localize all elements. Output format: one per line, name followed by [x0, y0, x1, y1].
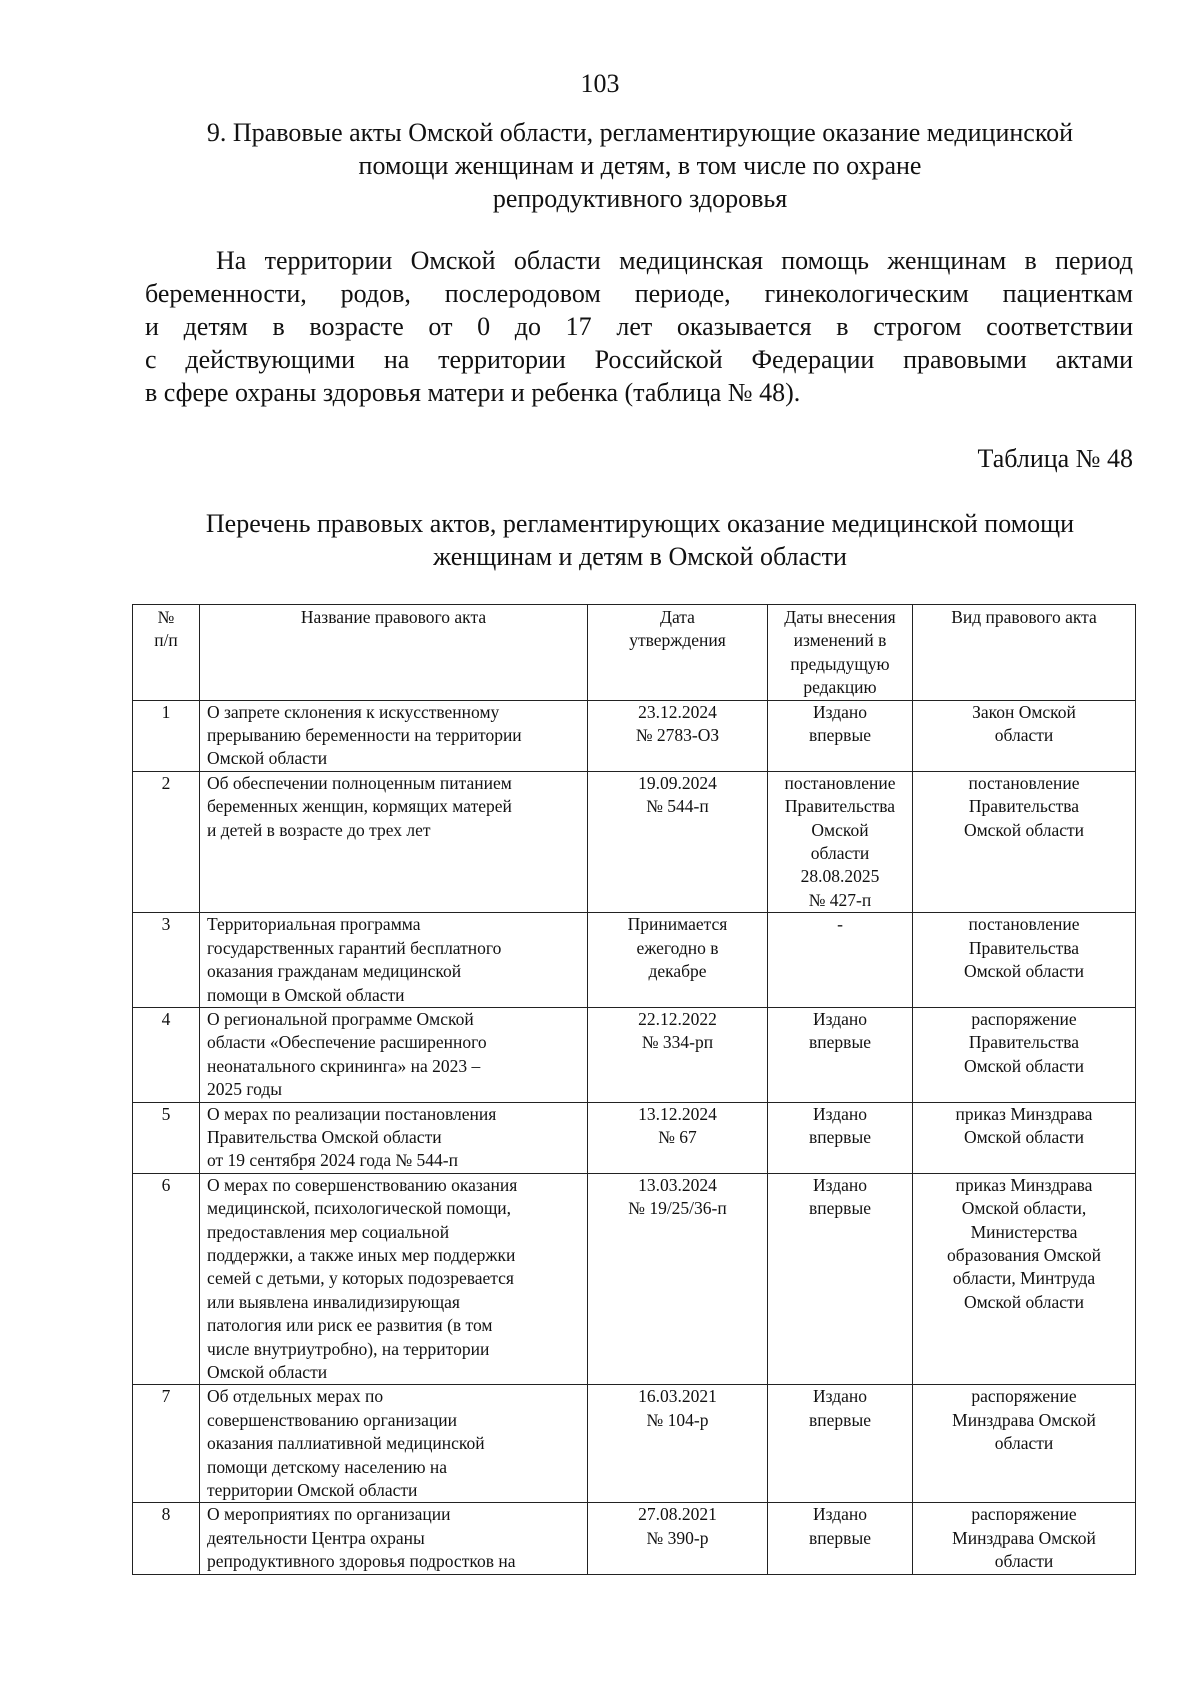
- cell-line: Издано: [812, 701, 868, 722]
- cell-line: Омской области: [963, 819, 1085, 840]
- cell-line: Министерства: [970, 1221, 1078, 1242]
- cell-line: 22.12.2022: [638, 1008, 717, 1029]
- cell-line: поддержки, а также иных мер поддержки: [207, 1244, 516, 1265]
- cell-num: 3: [133, 913, 200, 1008]
- cell-line: совершенствованию организации: [207, 1409, 458, 1430]
- paragraph-line: На территории Омской области медицинская помощь женщинам в период: [216, 246, 1133, 275]
- cell-num: 8: [133, 1503, 200, 1574]
- cell-approval-date: [588, 1007, 768, 1102]
- cell-line: патология или риск ее развития (в том: [207, 1315, 493, 1336]
- cell-line: впервые: [809, 725, 871, 746]
- cell-line: образования Омской: [947, 1244, 1101, 1265]
- cell-num: 1: [133, 700, 200, 771]
- cell-line: Минздрава Омской: [952, 1527, 1096, 1548]
- cell-line: Минздрава Омской: [952, 1409, 1096, 1430]
- cell-line: впервые: [809, 1409, 871, 1430]
- cell-amendments: [768, 1102, 913, 1173]
- cell-line: семей с детьми, у которых подозревается: [207, 1268, 514, 1289]
- cell-line: области: [994, 725, 1054, 746]
- cell-amendments: [768, 1007, 913, 1102]
- cell-line: Правительства: [784, 796, 896, 817]
- cell-line: редакцию: [803, 677, 877, 698]
- cell-line: неонатального скрининга» на 2023 –: [207, 1055, 481, 1076]
- paragraph-line: с действующими на территории Российской Федерации правовыми актами: [145, 345, 1133, 374]
- cell-line: Омской области,: [961, 1198, 1087, 1219]
- cell-line: 28.08.2025: [800, 866, 880, 887]
- cell-line: Правительства: [968, 796, 1080, 817]
- cell-amendments: [768, 1173, 913, 1385]
- cell-line: репродуктивного здоровья подростков на: [207, 1551, 516, 1572]
- cell-act-kind: [913, 700, 1136, 771]
- cell-line: постановление: [968, 772, 1080, 793]
- table-title: [140, 507, 1140, 573]
- table-label: Таблица № 48: [977, 444, 1133, 473]
- header-kind: [913, 605, 1136, 701]
- cell-line: -: [837, 914, 843, 935]
- table-row: [133, 1385, 1136, 1503]
- cell-line: №: [157, 607, 175, 627]
- header-num: [133, 605, 200, 701]
- cell-line: № 104-р: [646, 1409, 709, 1430]
- cell-line: № 390-р: [646, 1527, 709, 1548]
- cell-line: 19.09.2024: [638, 772, 717, 793]
- cell-act-name: [200, 1503, 588, 1574]
- cell-act-kind: [913, 1173, 1136, 1385]
- cell-line: области: [810, 843, 870, 864]
- cell-line: Издано: [812, 1504, 868, 1525]
- cell-line: 16.03.2021: [638, 1386, 717, 1407]
- cell-act-name: [200, 913, 588, 1008]
- cell-line: 2025 годы: [207, 1079, 283, 1100]
- cell-line: Территориальная программа: [207, 914, 421, 935]
- cell-line: Омской области: [963, 961, 1085, 982]
- section-title-line: репродуктивного здоровья: [492, 184, 788, 213]
- cell-amendments: [768, 913, 913, 1008]
- cell-act-kind: [913, 1385, 1136, 1503]
- cell-line: распоряжение: [971, 1008, 1077, 1029]
- cell-line: или выявлена инвалидизирующая: [207, 1291, 460, 1312]
- cell-line: помощи в Омской области: [207, 984, 405, 1005]
- cell-line: Об отдельных мерах по: [207, 1386, 384, 1407]
- cell-line: О мероприятиях по организации: [207, 1504, 451, 1525]
- cell-line: п/п: [154, 630, 178, 651]
- cell-line: государственных гарантий бесплатного: [207, 937, 502, 958]
- cell-line: оказания паллиативной медицинской: [207, 1433, 485, 1454]
- paragraph-line: в сфере охраны здоровья матери и ребенка (таблица № 48).: [145, 378, 801, 407]
- cell-line: Омской области: [963, 1126, 1085, 1147]
- cell-line: Даты внесения: [784, 607, 896, 627]
- paragraph-line: и детям в возрасте от 0 до 17 лет оказывается в строгом соответствии: [145, 312, 1133, 341]
- cell-num: 6: [133, 1173, 200, 1385]
- cell-amendments: [768, 700, 913, 771]
- cell-line: № 427-п: [808, 889, 872, 910]
- cell-act-name: [200, 1385, 588, 1503]
- cell-num: 4: [133, 1007, 200, 1102]
- cell-line: Закон Омской: [972, 701, 1076, 722]
- cell-line: Омской области: [963, 1291, 1085, 1312]
- cell-line: Вид правового акта: [951, 607, 1097, 627]
- cell-line: деятельности Центра охраны: [207, 1527, 425, 1548]
- cell-line: О мерах по совершенствованию оказания: [207, 1174, 518, 1195]
- cell-line: предоставления мер социальной: [207, 1221, 450, 1242]
- header-name: [200, 605, 588, 701]
- header-changes: [768, 605, 913, 701]
- cell-approval-date: [588, 1102, 768, 1173]
- cell-num: 2: [133, 771, 200, 912]
- cell-line: Издано: [812, 1103, 868, 1124]
- cell-line: № 544-п: [646, 796, 709, 817]
- cell-approval-date: [588, 700, 768, 771]
- cell-line: 13.03.2024: [638, 1174, 717, 1195]
- cell-line: постановление: [968, 914, 1080, 935]
- cell-line: помощи детскому населению на: [207, 1456, 448, 1477]
- cell-line: прерыванию беременности на территории: [207, 725, 522, 746]
- cell-line: О мерах по реализации постановления: [207, 1103, 497, 1124]
- cell-approval-date: [588, 1503, 768, 1574]
- section-title-line: помощи женщинам и детям, в том числе по охране: [358, 151, 922, 180]
- table-row: [133, 1503, 1136, 1574]
- cell-line: Омской области: [963, 1055, 1085, 1076]
- cell-line: приказ Минздрава: [955, 1103, 1093, 1124]
- table-row: [133, 700, 1136, 771]
- cell-line: О региональной программе Омской: [207, 1008, 474, 1029]
- table-title-line: Перечень правовых актов, регламентирующих оказание медицинской помощи: [205, 509, 1075, 538]
- cell-line: беременных женщин, кормящих матерей: [207, 796, 512, 817]
- cell-line: Омской области: [207, 748, 328, 769]
- cell-line: области: [994, 1551, 1054, 1572]
- table-title-line: женщинам и детям в Омской области: [433, 542, 847, 571]
- cell-approval-date: [588, 913, 768, 1008]
- cell-line: приказ Минздрава: [955, 1174, 1093, 1195]
- cell-amendments: [768, 771, 913, 912]
- cell-line: от 19 сентября 2024 года № 544-п: [207, 1150, 458, 1171]
- cell-line: впервые: [809, 1198, 871, 1219]
- cell-line: № 2783-ОЗ: [635, 725, 720, 746]
- cell-line: № 19/25/36-п: [628, 1198, 727, 1219]
- cell-act-name: [200, 700, 588, 771]
- cell-line: области «Обеспечение расширенного: [207, 1032, 487, 1053]
- cell-act-name: [200, 1007, 588, 1102]
- cell-num: 7: [133, 1385, 200, 1503]
- paragraph-line: беременности, родов, послеродовом периоде, гинекологическим пациенткам: [145, 279, 1133, 308]
- cell-line: территории Омской области: [207, 1480, 418, 1501]
- table-row: [133, 913, 1136, 1008]
- cell-line: изменений в: [793, 630, 887, 651]
- cell-line: ежегодно в: [636, 937, 719, 958]
- cell-line: 27.08.2021: [638, 1504, 717, 1525]
- cell-line: Издано: [812, 1008, 868, 1029]
- cell-line: распоряжение: [971, 1504, 1077, 1525]
- cell-act-name: [200, 1173, 588, 1385]
- cell-line: впервые: [809, 1032, 871, 1053]
- section-title-line: 9. Правовые акты Омской области, регламентирующие оказание медицинской: [206, 118, 1074, 147]
- cell-amendments: [768, 1503, 913, 1574]
- cell-line: Об обеспечении полноценным питанием: [207, 772, 512, 793]
- cell-line: области, Минтруда: [952, 1268, 1096, 1289]
- cell-line: впервые: [809, 1126, 871, 1147]
- legal-acts-table: [132, 604, 1136, 1575]
- cell-line: Правительства: [968, 1032, 1080, 1053]
- cell-line: 23.12.2024: [638, 701, 717, 722]
- cell-line: постановление: [784, 772, 896, 793]
- cell-act-kind: [913, 771, 1136, 912]
- cell-line: Название правового акта: [300, 607, 487, 627]
- table-body: [133, 700, 1136, 1574]
- cell-line: распоряжение: [971, 1386, 1077, 1407]
- table-row: [133, 1007, 1136, 1102]
- cell-line: № 334-рп: [641, 1032, 714, 1053]
- cell-line: Омской: [811, 819, 869, 840]
- cell-line: Омской области: [207, 1362, 328, 1382]
- cell-act-kind: [913, 1102, 1136, 1173]
- cell-line: утверждения: [629, 630, 726, 651]
- table-row: [133, 1102, 1136, 1173]
- cell-line: и детей в возрасте до трех лет: [207, 819, 431, 840]
- cell-line: числе внутриутробно), на территории: [207, 1338, 490, 1359]
- intro-paragraph: [145, 244, 1133, 409]
- page-number: 103: [580, 69, 620, 98]
- cell-line: впервые: [809, 1527, 871, 1548]
- cell-line: Издано: [812, 1386, 868, 1407]
- cell-line: декабре: [648, 961, 707, 982]
- table-row: [133, 771, 1136, 912]
- cell-line: Принимается: [627, 914, 728, 935]
- table-header-row: [133, 605, 1136, 701]
- cell-line: предыдущую: [790, 653, 890, 674]
- cell-line: № 67: [658, 1126, 697, 1147]
- cell-act-name: [200, 771, 588, 912]
- cell-act-name: [200, 1102, 588, 1173]
- cell-line: медицинской, психологической помощи,: [207, 1198, 512, 1219]
- cell-line: Издано: [812, 1174, 868, 1195]
- cell-line: Правительства: [968, 937, 1080, 958]
- cell-num: 5: [133, 1102, 200, 1173]
- cell-approval-date: [588, 1385, 768, 1503]
- cell-line: области: [994, 1433, 1054, 1454]
- cell-line: Правительства Омской области: [207, 1126, 442, 1147]
- cell-line: Дата: [660, 607, 695, 627]
- header-date: [588, 605, 768, 701]
- cell-line: оказания гражданам медицинской: [207, 961, 462, 982]
- cell-act-kind: [913, 1503, 1136, 1574]
- table-row: [133, 1173, 1136, 1385]
- cell-line: 13.12.2024: [638, 1103, 717, 1124]
- cell-act-kind: [913, 913, 1136, 1008]
- cell-line: О запрете склонения к искусственному: [207, 701, 500, 722]
- cell-amendments: [768, 1385, 913, 1503]
- cell-approval-date: [588, 771, 768, 912]
- cell-act-kind: [913, 1007, 1136, 1102]
- cell-approval-date: [588, 1173, 768, 1385]
- section-title: [140, 116, 1140, 215]
